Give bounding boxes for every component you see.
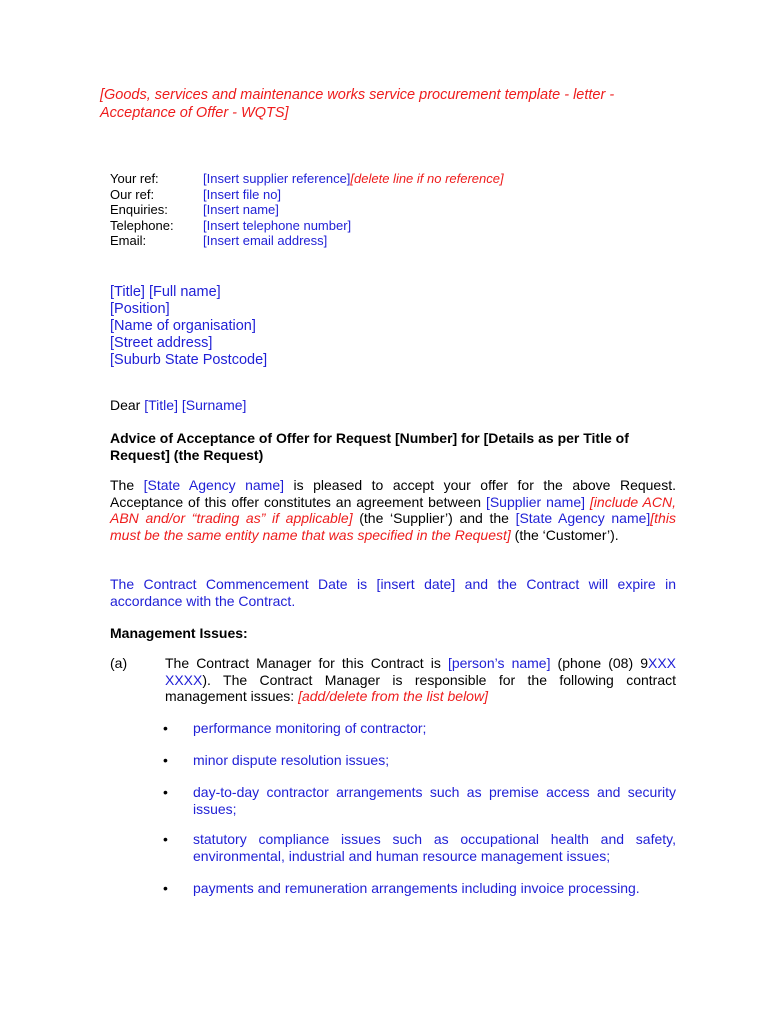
item-a-phone: XXX XXXX <box>165 655 676 688</box>
salutation <box>110 397 676 414</box>
address-line-3: [Name of organisation] <box>110 318 256 334</box>
recipient-address <box>110 284 267 369</box>
our-ref-value: [Insert file no] <box>203 186 282 202</box>
your-ref-note: [delete line if no reference] <box>350 171 504 186</box>
item-a-note: [add/delete from the list below] <box>298 688 488 704</box>
email-value: [Insert email address] <box>203 233 328 248</box>
enquiries-label: Enquiries: <box>110 202 168 217</box>
para1-agency: [State Agency name] <box>143 477 285 493</box>
address-line-5: [Suburb State Postcode] <box>110 352 268 368</box>
your-ref-value: [Insert supplier reference] <box>203 171 351 186</box>
template-header-note: [Goods, services and maintenance works service procurement template - letter - Acceptance of Offer - WQTS] <box>100 87 615 121</box>
item-a-text-1: The Contract Manager for this Contract is <box>165 655 448 671</box>
list-item-text: performance monitoring of contractor; <box>193 720 427 736</box>
bullet-icon: • <box>163 720 168 736</box>
subject-heading: Advice of Acceptance of Offer for Request [Number] for [Details as per Title of Request] (the Request) <box>110 430 629 463</box>
address-line-4: [Street address] <box>110 335 213 351</box>
list-item-text: minor dispute resolution issues; <box>193 752 390 768</box>
item-a-text-2: (phone (08) 9 <box>550 655 648 671</box>
your-ref-label: Your ref: <box>110 171 159 186</box>
your-ref-row <box>110 171 504 187</box>
para1-supplier: [Supplier name] <box>485 493 586 510</box>
list-item <box>163 831 676 864</box>
bullet-icon: • <box>163 784 168 800</box>
salutation-name: [Title] [Surname] <box>144 397 247 413</box>
bullet-icon: • <box>163 880 168 896</box>
item-a <box>110 655 676 705</box>
list-item-text: day-to-day contractor arrangements such as premise access and security issues; <box>193 784 676 817</box>
para1-text-3: (the ‘Supplier’) and the <box>352 510 516 526</box>
para1-text-4: (the ‘Customer’). <box>510 526 619 543</box>
list-item <box>163 880 676 897</box>
list-item <box>163 720 676 737</box>
para1-agency-2: [State Agency name] <box>515 510 651 526</box>
item-a-body <box>165 655 676 705</box>
address-line-1: [Title] [Full name] <box>110 284 221 300</box>
enquiries-row <box>110 202 504 218</box>
list-item <box>163 752 676 769</box>
list-item-text: payments and remuneration arrangements including invoice processing. <box>193 880 640 896</box>
para1-note-1: [include ACN, ABN and/or “trading as” if applicable] <box>110 493 677 526</box>
salutation-prefix: Dear <box>110 397 141 413</box>
bullet-icon: • <box>163 752 168 768</box>
para1-note-2: [this must be the same entity name that was specified in the Request] <box>110 510 676 543</box>
para1-text-2: is pleased to accept your offer for the above Request. Acceptance of this offer constitutes an agreement between <box>110 477 676 510</box>
enquiries-value: [Insert name] <box>203 202 279 217</box>
telephone-label: Telephone: <box>110 217 174 233</box>
telephone-row <box>110 218 504 234</box>
acceptance-paragraph <box>110 477 676 543</box>
para1-text-1: The <box>110 477 144 493</box>
email-row <box>110 233 504 249</box>
commencement-paragraph: The Contract Commencement Date is [insert date] and the Contract will expire in accordance with the Contract. <box>110 576 676 609</box>
our-ref-label: Our ref: <box>110 186 155 202</box>
bullet-icon: • <box>163 831 168 847</box>
item-a-text-3: ). The Contract Manager is responsible for the following contract management issues: <box>165 671 676 704</box>
list-item <box>163 784 676 817</box>
email-label: Email: <box>110 233 147 248</box>
address-line-2: [Position] <box>110 301 170 317</box>
item-a-person: [person’s name] <box>447 655 551 671</box>
reference-block <box>110 171 504 249</box>
management-heading: Management Issues: <box>110 625 248 641</box>
list-item-text: statutory compliance issues such as occupational health and safety, environmental, industrial and human resource management issues; <box>193 831 676 864</box>
telephone-value: [Insert telephone number] <box>203 217 352 233</box>
item-a-marker: (a) <box>110 655 128 671</box>
our-ref-row <box>110 187 504 203</box>
